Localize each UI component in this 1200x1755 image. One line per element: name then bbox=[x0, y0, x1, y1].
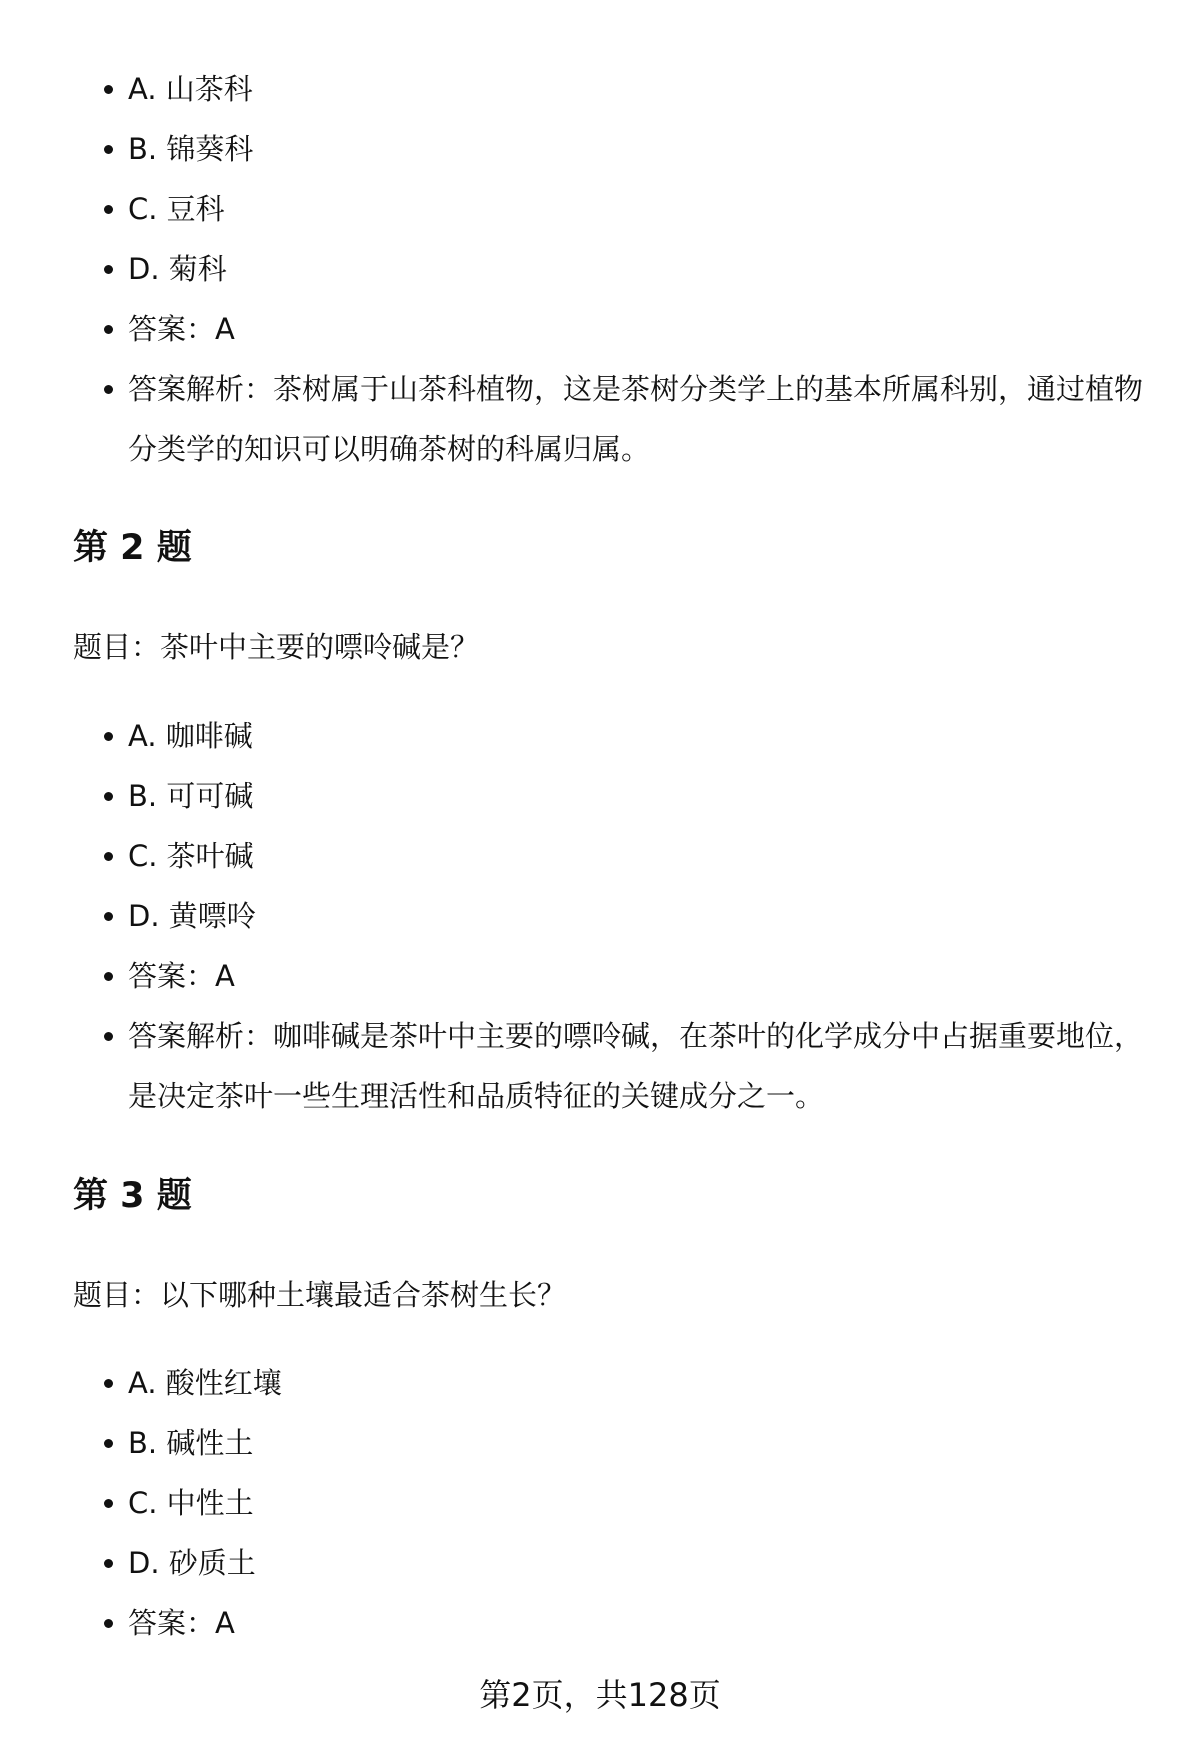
q2-explanation: 答案解析：咖啡碱是茶叶中主要的嘌呤碱，在茶叶的化学成分中占据重要地位，是决定茶叶一些生理活性和品质特征的关键成分之一。 bbox=[128, 1006, 1148, 1126]
q1-option-d: D. 菊科 bbox=[128, 239, 1148, 299]
q2-option-c: C. 茶叶碱 bbox=[128, 826, 1148, 886]
page-number: 第2页，共128页 bbox=[479, 1676, 721, 1714]
q1-option-a: A. 山茶科 bbox=[128, 59, 1148, 119]
q3-option-c: C. 中性土 bbox=[128, 1473, 1148, 1533]
q3-heading: 第 3 题 bbox=[73, 1176, 192, 1216]
q3-option-d: D. 砂质土 bbox=[128, 1533, 1148, 1593]
q2-option-d: D. 黄嘌呤 bbox=[128, 886, 1148, 946]
q3-option-b: B. 碱性土 bbox=[128, 1413, 1148, 1473]
q1-explanation: 答案解析：茶树属于山茶科植物，这是茶树分类学上的基本所属科别，通过植物分类学的知识可以明确茶树的科属归属。 bbox=[128, 359, 1148, 479]
q1-option-c: C. 豆科 bbox=[128, 179, 1148, 239]
q2-answer: 答案：A bbox=[128, 946, 1148, 1006]
q2-question: 题目：茶叶中主要的嘌呤碱是？ bbox=[73, 630, 480, 664]
q1-answer: 答案：A bbox=[128, 299, 1148, 359]
q2-option-a: A. 咖啡碱 bbox=[128, 706, 1148, 766]
q1-option-b: B. 锦葵科 bbox=[128, 119, 1148, 179]
q3-option-a: A. 酸性红壤 bbox=[128, 1353, 1148, 1413]
q2-option-b: B. 可可碱 bbox=[128, 766, 1148, 826]
q1-option-list bbox=[128, 59, 1148, 479]
q2-heading: 第 2 题 bbox=[73, 528, 192, 568]
q3-question: 题目：以下哪种土壤最适合茶树生长？ bbox=[73, 1278, 567, 1312]
q3-answer: 答案：A bbox=[128, 1593, 1148, 1653]
q2-option-list bbox=[128, 706, 1148, 1126]
q3-option-list bbox=[128, 1353, 1148, 1653]
